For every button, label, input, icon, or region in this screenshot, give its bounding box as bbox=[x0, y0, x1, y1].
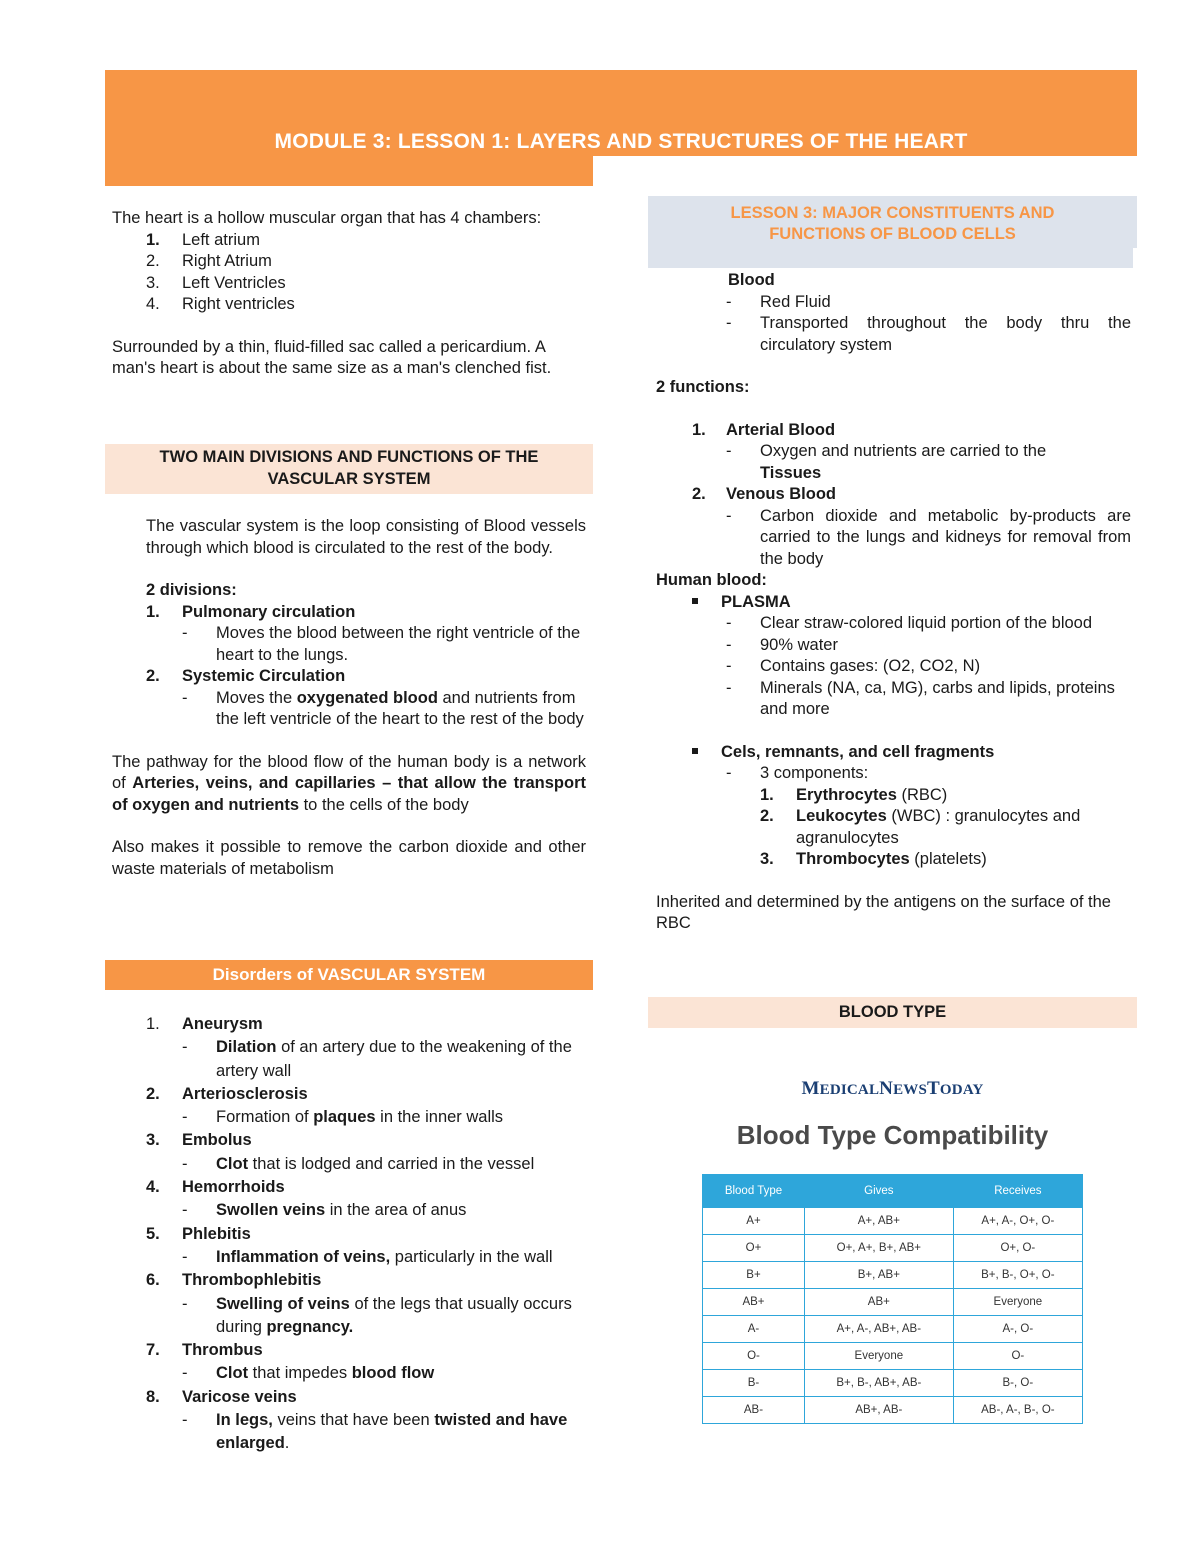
table-row bbox=[703, 1397, 1083, 1424]
arterial-desc: - Oxygen and nutrients are carried to the Tissues bbox=[726, 442, 1047, 482]
blood-type-heading: BLOOD TYPE bbox=[648, 997, 1137, 1028]
medicalnewstoday-logo: MEDICALNEWSTODAY bbox=[801, 1078, 984, 1099]
components-label: - 3 components: bbox=[726, 764, 869, 782]
col-header-blood-type: Blood Type bbox=[703, 1175, 805, 1208]
table-cell: AB+ bbox=[804, 1289, 953, 1316]
disorder-item: 2. Arteriosclerosis bbox=[146, 1084, 308, 1103]
table-cell: Everyone bbox=[804, 1343, 953, 1370]
table-cell: B+ bbox=[703, 1262, 805, 1289]
table-row bbox=[703, 1208, 1083, 1235]
disorder-desc: - Swollen veins in the area of anus bbox=[182, 1201, 467, 1220]
pathway-text: The pathway for the blood flow of the human body is a network of Arteries, veins, and capillaries – that allow the transport of oxygen and nutrients to the cells of the body bbox=[112, 752, 586, 814]
table-cell: A+, AB+ bbox=[804, 1208, 953, 1235]
divisions-heading bbox=[105, 444, 593, 494]
disorder-desc: - Clot that impedes blood flow bbox=[182, 1364, 435, 1383]
disorder-desc: - Dilation of an artery due to the weakening of the artery wall bbox=[182, 1038, 572, 1080]
disorder-item: 3. Embolus bbox=[146, 1131, 252, 1150]
col-header-receives: Receives bbox=[953, 1175, 1082, 1208]
table-cell: A+, A-, AB+, AB- bbox=[804, 1316, 953, 1343]
disorder-desc: - In legs, veins that have been twisted and have enlarged. bbox=[182, 1411, 568, 1453]
table-cell: O+, A+, B+, AB+ bbox=[804, 1235, 953, 1262]
plasma-item: - Clear straw-colored liquid portion of the blood bbox=[726, 614, 1093, 632]
division-systemic-desc: - Moves the oxygenated blood and nutrients from the left ventricle of the heart to the rest of the body bbox=[182, 688, 584, 728]
table-cell: O+, O- bbox=[953, 1235, 1082, 1262]
disorder-desc: - Clot that is lodged and carried in the vessel bbox=[182, 1154, 535, 1173]
lesson3-heading-extension bbox=[648, 248, 1133, 268]
component-item: 3. Thrombocytes (platelets) bbox=[760, 850, 987, 868]
arterial-blood: 1. Arterial Blood bbox=[692, 420, 836, 439]
table-cell: B+, AB+ bbox=[804, 1262, 953, 1289]
disorder-desc: - Formation of plaques in the inner walls bbox=[182, 1108, 504, 1127]
disorder-item: 7. Thrombus bbox=[146, 1341, 263, 1360]
inherited-text: Inherited and determined by the antigens on the surface of the RBC bbox=[656, 892, 1111, 932]
table-row bbox=[703, 1235, 1083, 1262]
division-pulmonary-desc: - Moves the blood between the right ventricle of the heart to the lungs. bbox=[182, 624, 581, 664]
table-row bbox=[703, 1316, 1083, 1343]
division-systemic: 2. Systemic Circulation bbox=[146, 667, 346, 685]
venous-blood: 2. Venous Blood bbox=[692, 485, 837, 503]
table-cell: B-, O- bbox=[953, 1370, 1082, 1397]
table-cell: AB+, AB- bbox=[804, 1397, 953, 1424]
two-divisions-label: 2 divisions: bbox=[146, 581, 237, 599]
plasma-item: - Contains gases: (O2, CO2, N) bbox=[726, 657, 981, 675]
disorder-desc: - Swelling of veins of the legs that usually occurs during pregnancy. bbox=[182, 1294, 572, 1336]
table-cell: AB+ bbox=[703, 1289, 805, 1316]
table-row bbox=[703, 1370, 1083, 1397]
blood-type-table bbox=[702, 1174, 1083, 1424]
also-text: Also makes it possible to remove the carbon dioxide and other waste materials of metabolism bbox=[112, 838, 586, 878]
table-cell: A- bbox=[703, 1316, 805, 1343]
table-row bbox=[703, 1262, 1083, 1289]
blood-items bbox=[656, 292, 1131, 357]
disorders-list bbox=[146, 1013, 586, 1456]
plasma-items bbox=[656, 613, 1131, 721]
lesson3-heading-text: LESSON 3: MAJOR CONSTITUENTS AND FUNCTIONS OF BLOOD CELLS bbox=[730, 204, 1055, 243]
page-title: MODULE 3: LESSON 1: LAYERS AND STRUCTURES OF THE HEART bbox=[274, 130, 968, 153]
disorder-item: 6. Thrombophlebitis bbox=[146, 1271, 322, 1290]
chambers-list bbox=[112, 230, 586, 316]
components-list bbox=[656, 785, 1131, 871]
table-cell: A-, O- bbox=[953, 1316, 1082, 1343]
vascular-definition: The vascular system is the loop consisting of Blood vessels through which blood is circulated to the rest of the body. bbox=[146, 517, 586, 557]
table-row bbox=[703, 1343, 1083, 1370]
divisions-heading-text: TWO MAIN DIVISIONS AND FUNCTIONS OF THE VASCULAR SYSTEM bbox=[159, 448, 539, 488]
vascular-section bbox=[112, 516, 586, 880]
plasma-bullet: PLASMA bbox=[656, 592, 1131, 614]
title-banner-extension bbox=[105, 156, 593, 186]
pericardium-text: Surrounded by a thin, fluid-filled sac called a pericardium. A man's heart is about the same size as a man's clenched fist. bbox=[112, 337, 552, 377]
cells-bullet: Cels, remnants, and cell fragments bbox=[656, 742, 1131, 764]
square-bullet-icon bbox=[692, 598, 698, 604]
blood-item: - Red Fluid bbox=[726, 292, 831, 311]
table-cell: B- bbox=[703, 1370, 805, 1397]
square-bullet-icon bbox=[692, 748, 698, 754]
two-functions-label: 2 functions: bbox=[656, 378, 750, 396]
disorder-item: 1. Aneurysm bbox=[146, 1015, 263, 1033]
plasma-item: - 90% water bbox=[726, 635, 838, 654]
disorder-item: 5. Phlebitis bbox=[146, 1224, 251, 1243]
table-cell: AB- bbox=[703, 1397, 805, 1424]
table-cell: O- bbox=[703, 1343, 805, 1370]
table-cell: B+, B-, AB+, AB- bbox=[804, 1370, 953, 1397]
blood-label: Blood bbox=[728, 271, 775, 289]
table-cell: B+, B-, O+, O- bbox=[953, 1262, 1082, 1289]
human-blood-label: Human blood: bbox=[656, 571, 767, 589]
lesson3-heading bbox=[648, 196, 1137, 248]
division-pulmonary: 1. Pulmonary circulation bbox=[146, 602, 356, 621]
component-item: 1. Erythrocytes (RBC) bbox=[760, 785, 948, 804]
table-cell: A+ bbox=[703, 1208, 805, 1235]
table-cell: AB-, A-, B-, O- bbox=[953, 1397, 1082, 1424]
table-cell: O+ bbox=[703, 1235, 805, 1262]
disorders-heading: Disorders of VASCULAR SYSTEM bbox=[105, 960, 593, 990]
chamber-item: 1. Left atrium bbox=[146, 230, 260, 249]
component-item: 2. Leukocytes (WBC) : granulocytes and agranulocytes bbox=[760, 807, 1081, 847]
chamber-item: 4. Right ventricles bbox=[146, 295, 295, 313]
table-cell: Everyone bbox=[953, 1289, 1082, 1316]
blood-item: - Transported throughout the body thru the circulatory system bbox=[726, 314, 1131, 354]
right-column bbox=[656, 270, 1131, 935]
chamber-item: 2. Right Atrium bbox=[146, 252, 272, 270]
table-cell: O- bbox=[953, 1343, 1082, 1370]
venous-desc: - Carbon dioxide and metabolic by-products are carried to the lungs and kidneys for removal from the body bbox=[726, 506, 1131, 568]
disorder-item: 4. Hemorrhoids bbox=[146, 1178, 285, 1197]
table-row bbox=[703, 1289, 1083, 1316]
col-header-gives: Gives bbox=[804, 1175, 953, 1208]
heart-intro: The heart is a hollow muscular organ that has 4 chambers: bbox=[112, 209, 542, 227]
chamber-item: 3. Left Ventricles bbox=[146, 273, 286, 292]
disorder-item: 8. Varicose veins bbox=[146, 1387, 297, 1406]
plasma-item: - Minerals (NA, ca, MG), carbs and lipids, proteins and more bbox=[726, 678, 1115, 718]
blood-type-compat-title: Blood Type Compatibility bbox=[736, 1120, 1049, 1150]
left-column bbox=[112, 208, 586, 380]
table-cell: A+, A-, O+, O- bbox=[953, 1208, 1082, 1235]
disorder-desc: - Inflammation of veins, particularly in the wall bbox=[182, 1247, 553, 1266]
